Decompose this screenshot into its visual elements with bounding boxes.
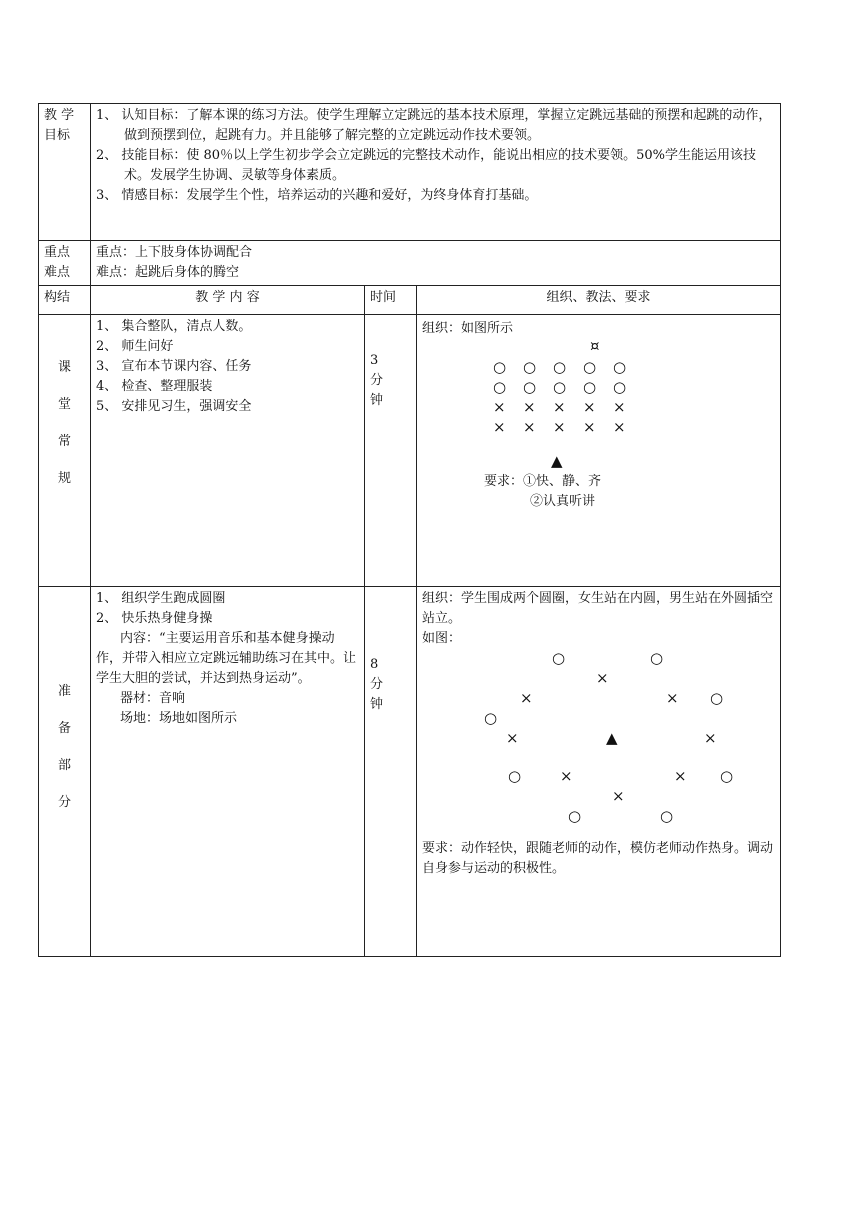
student-cross-icon: × — [493, 418, 506, 436]
header-structure: 构结 — [39, 286, 91, 315]
key-point: 重点：上下肢身体协调配合 — [96, 245, 253, 260]
student-cross-icon: × — [704, 729, 717, 747]
prep-time-unit: 分 — [370, 677, 384, 692]
routine-time-unit: 分 — [370, 373, 384, 388]
routine-label-char: 常 — [57, 434, 71, 449]
goals-content — [91, 104, 781, 241]
keypoints-label-text: 重点 难点 — [44, 245, 71, 280]
difficulty-point: 难点：起跳后身体的腾空 — [96, 265, 240, 280]
routine-row — [39, 315, 781, 587]
circle-formation-diagram — [422, 649, 782, 839]
student-circle-icon: ○ — [613, 378, 627, 396]
prep-requirement: 要求：动作轻快，跟随老师的动作，模仿老师动作热身。调动自身参与运动的积极性。 — [422, 841, 774, 876]
student-circle-icon: ○ — [568, 807, 582, 825]
teacher-icon: ¤ — [590, 337, 600, 355]
student-circle-icon: ○ — [508, 767, 522, 785]
header-time: 时间 — [365, 286, 417, 315]
marker-triangle-icon: ▲ — [551, 452, 563, 470]
student-cross-icon: × — [523, 418, 536, 436]
student-cross-icon: × — [553, 418, 566, 436]
routine-org — [417, 315, 781, 587]
prep-time-value: 8 — [370, 657, 379, 672]
prep-content — [91, 587, 365, 957]
routine-item: 4、 检查、整理服装 — [96, 379, 213, 394]
goals-list — [96, 106, 775, 206]
student-circle-icon: ○ — [484, 709, 498, 727]
prep-org — [417, 587, 781, 957]
goals-label — [39, 104, 91, 241]
goal-affective: 3、 情感目标：发展学生个性，培养运动的兴趣和爱好，为终身体育打基础。 — [96, 188, 538, 203]
prep-list — [96, 589, 359, 629]
goals-row — [39, 104, 781, 241]
goal-cognitive: 1、 认知目标：了解本课的练习方法。使学生理解立定跳远的基本技术原理，掌握立定跳远基础的预摆和起跳的动作，做到预摆到位，起跳有力。并且能够了解完整的立定跳远动作技术要领。 — [96, 108, 772, 143]
header-org: 组织、教法、要求 — [417, 286, 781, 315]
student-cross-icon: × — [493, 398, 506, 416]
routine-label-char: 堂 — [57, 397, 71, 412]
keypoints-label — [39, 241, 91, 286]
prep-label-char: 部 — [57, 758, 71, 773]
student-circle-icon: ○ — [552, 649, 566, 667]
student-cross-icon: × — [612, 787, 625, 805]
keypoints-content — [91, 241, 781, 286]
student-cross-icon: × — [596, 669, 609, 687]
student-circle-icon: ○ — [583, 378, 597, 396]
routine-label-char: 规 — [57, 471, 71, 486]
student-circle-icon: ○ — [720, 767, 734, 785]
routine-label-char: 课 — [57, 360, 71, 375]
student-cross-icon: × — [674, 767, 687, 785]
student-circle-icon: ○ — [493, 378, 507, 396]
routine-item: 5、 安排见习生，强调安全 — [96, 399, 252, 414]
routine-content — [91, 315, 365, 587]
prep-figure-label: 如图： — [422, 631, 462, 646]
lesson-plan-table — [38, 103, 781, 957]
header-row — [39, 286, 781, 315]
prep-time-unit: 钟 — [370, 697, 384, 712]
prep-time — [365, 587, 417, 957]
prep-item: 1、 组织学生跑成圆圈 — [96, 591, 226, 606]
prep-label — [39, 587, 91, 957]
routine-label — [39, 315, 91, 587]
routine-requirement-1: 要求：①快、静、齐 — [484, 474, 602, 489]
routine-list — [96, 317, 359, 417]
routine-formation-diagram — [422, 317, 782, 583]
student-circle-icon: ○ — [710, 689, 724, 707]
student-cross-icon: × — [523, 398, 536, 416]
student-cross-icon: × — [506, 729, 519, 747]
student-circle-icon: ○ — [650, 649, 664, 667]
routine-item: 2、 师生问好 — [96, 339, 174, 354]
routine-org-title: 组织：如图所示 — [422, 321, 514, 336]
student-circle-icon: ○ — [523, 358, 537, 376]
prep-venue: 场地：场地如图所示 — [120, 711, 238, 726]
goal-skill: 2、 技能目标：使 80％以上学生初步学会立定跳远的完整技术动作，能说出相应的技术要领。50%学生能运用该技术。发展学生协调、灵敏等身体素质。 — [96, 148, 756, 183]
prep-row — [39, 587, 781, 957]
header-content: 教 学 内 容 — [91, 286, 365, 315]
student-circle-icon: ○ — [583, 358, 597, 376]
student-circle-icon: ○ — [613, 358, 627, 376]
student-circle-icon: ○ — [660, 807, 674, 825]
routine-time — [365, 315, 417, 587]
student-circle-icon: ○ — [493, 358, 507, 376]
student-cross-icon: × — [583, 418, 596, 436]
student-cross-icon: × — [560, 767, 573, 785]
student-cross-icon: × — [613, 398, 626, 416]
prep-description: 内容：“主要运用音乐和基本健身操动作，并带入相应立定跳远辅助练习在其中。让学生大胆的尝试，并达到热身运动”。 — [96, 631, 357, 686]
routine-item: 1、 集合整队，清点人数。 — [96, 319, 252, 334]
student-circle-icon: ○ — [553, 358, 567, 376]
prep-item: 2、 快乐热身健身操 — [96, 611, 213, 626]
routine-time-value: 3 — [370, 353, 379, 368]
student-circle-icon: ○ — [523, 378, 537, 396]
routine-item: 3、 宣布本节课内容、任务 — [96, 359, 252, 374]
prep-label-char: 准 — [57, 684, 71, 699]
student-cross-icon: × — [553, 398, 566, 416]
student-cross-icon: × — [613, 418, 626, 436]
routine-time-unit: 钟 — [370, 393, 384, 408]
student-cross-icon: × — [666, 689, 679, 707]
goals-label-text: 教 学 目标 — [44, 108, 75, 143]
student-circle-icon: ○ — [553, 378, 567, 396]
student-cross-icon: × — [583, 398, 596, 416]
keypoints-row — [39, 241, 781, 286]
prep-equipment: 器材：音响 — [120, 691, 186, 706]
prep-label-char: 备 — [57, 721, 71, 736]
teacher-triangle-icon: ▲ — [606, 729, 618, 747]
prep-label-char: 分 — [57, 795, 71, 810]
student-cross-icon: × — [520, 689, 533, 707]
prep-org-text: 组织：学生围成两个圆圈，女生站在内圆，男生站在外圆插空站立。 — [422, 591, 774, 626]
routine-requirement-2: ②认真听讲 — [530, 494, 596, 509]
